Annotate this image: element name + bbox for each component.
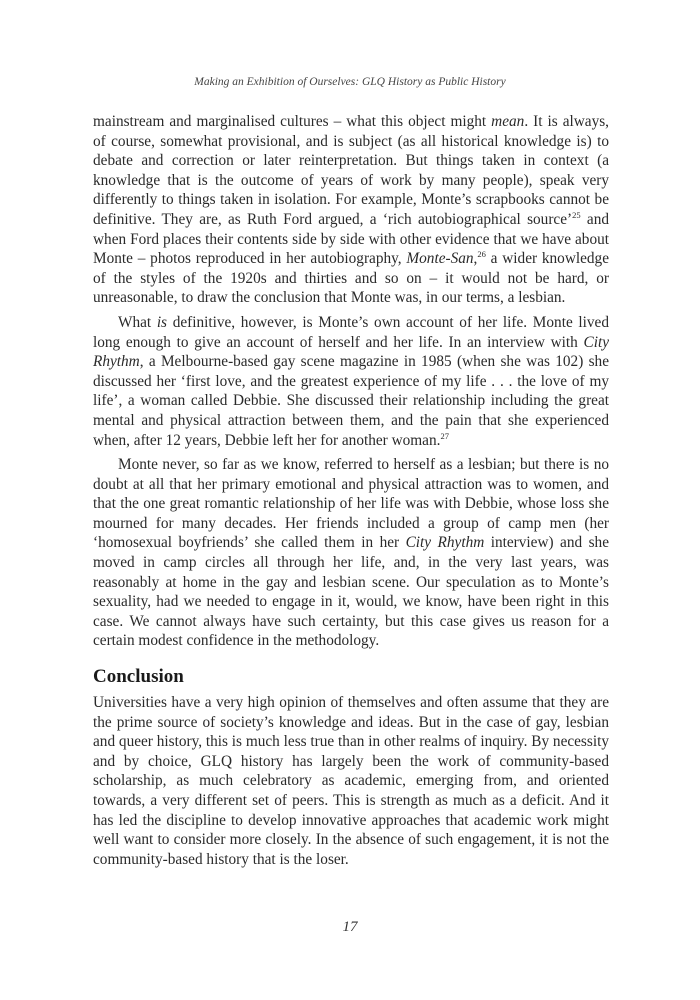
section-heading-conclusion: Conclusion	[93, 666, 184, 688]
text-run: a wider knowledge of the styles of the 1920s and thirties and so on – it would not be hard, or unreasonable, to draw the conclusion that Monte was, in our terms, a lesbian.	[93, 250, 609, 307]
footnote-ref-26: 26	[477, 249, 486, 260]
footnote-ref-25: 25	[572, 209, 581, 220]
text-run: What	[118, 313, 157, 331]
paragraph-3	[93, 455, 609, 651]
text-run: Monte never, so far as we know, referred to herself as a lesbian; but there is no doubt at all that her primary emotional and physical attraction was to women, and that the one great romantic relationship of her life was with Debbie, whose loss she mourned for many decades. Her friends included a group of camp men (her ‘homosexual boyfriends’ she called them in her	[93, 456, 609, 552]
title-city-rhythm: City Rhythm	[405, 534, 485, 552]
emphasis-is: is	[156, 313, 168, 331]
text-run: definitive, however, is Monte’s own account of her life. Monte lived long enough to give an account of herself and her life. In an interview with	[93, 313, 609, 351]
emphasis-mean: mean	[491, 113, 525, 130]
text-run: interview) and she moved in camp circles all through her life, and, in the very last years, was reasonably at home in the gay and lesbian scene. Our speculation as to Monte’s sexuality, had we needed to engage in it, would, we know, have been right in this case. We cannot always have such certainty, but this case gives us reason for a certain modest confidence in the methodology.	[93, 534, 609, 650]
running-header: Making an Exhibition of Ourselves: GLQ History as Public History	[194, 76, 506, 88]
paragraph-2	[93, 313, 609, 450]
page-number: 17	[342, 919, 358, 935]
text-run: mainstream and marginalised cultures – what this object might	[93, 113, 492, 130]
footnote-ref-27: 27	[440, 430, 449, 441]
body-text	[93, 112, 609, 869]
text-run: , a Melbourne-based gay scene magazine in 1985 (when she was 102) she discussed her ‘first love, and the greatest experience of my life . . . the love of my life’, a woman called Debbie. She discussed their relationship including the great mental and physical attraction between them, and the pain that she experienced when, after 12 years, Debbie left her for another woman.	[93, 353, 609, 449]
paragraph-4: Universities have a very high opinion of themselves and often assume that they are the prime source of society’s knowledge and ideas. But in the case of gay, lesbian and queer history, this is much less true than in other realms of inquiry. By necessity and by choice, GLQ history has largely been the work of community-based scholarship, as much celebratory as academic, emerging from, and oriented towards, a very different set of peers. This is strength as much as a deficit. And it has led the discipline to develop innovative approaches that academic work might well want to consider more closely. In the absence of such engagement, it is not the community-based history that is the loser.	[93, 694, 609, 868]
paragraph-1	[93, 112, 609, 308]
text-run: and when Ford places their contents side by side with other evidence that we have about Monte – photos reproduced in her autobiography,	[93, 210, 609, 268]
text-run: ,	[473, 250, 478, 268]
title-city-rhythm: City Rhythm	[93, 333, 609, 371]
text-run: . It is always, of course, somewhat provisional, and is subject (as all historical knowledge is) to debate and correction or later reinterpretation. But things taken in context (a knowledge that is the outcome of years of work by many people), speak very differently to things taken in isolation. For example, Monte’s scrapbooks cannot be definitive. They are, as Ruth Ford argued, a ‘rich autobiographical source’	[93, 113, 609, 228]
title-monte-san: Monte-San	[406, 250, 474, 268]
